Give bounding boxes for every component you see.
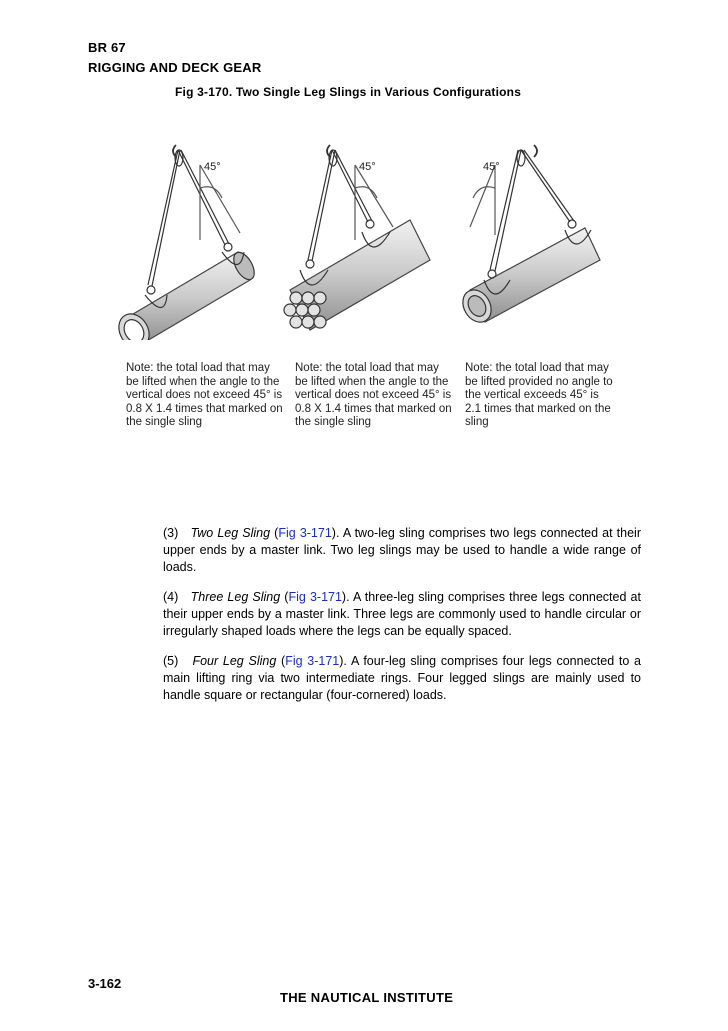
sling-diagram-1	[113, 145, 259, 340]
figure-link[interactable]: Fig 3-171	[285, 654, 340, 668]
paragraph-three-leg-sling: (4) Three Leg Sling (Fig 3-171). A three-leg sling comprises three legs connected at their upper ends by a master link. Three legs are commonly used to handle circular or irregularly shaped loads where the legs can be equally spaced.	[163, 590, 641, 638]
term: Three Leg Sling	[190, 590, 281, 604]
figure-note-3: Note: the total load that may be lifted provided no angle to the vertical exceeds 45° is 2.1 times that marked on the sling	[465, 362, 613, 428]
term: Four Leg Sling	[192, 654, 277, 668]
document-title: RIGGING AND DECK GEAR	[88, 60, 262, 75]
figure-link[interactable]: Fig 3-171	[288, 590, 342, 604]
sling-illustration	[100, 140, 620, 340]
paragraph-four-leg-sling: (5) Four Leg Sling (Fig 3-171). A four-leg sling comprises four legs connected to a main lifting ring via two intermediate rings. Four legged slings are mainly used to handle square or rectangular (four-cornered) loads.	[163, 654, 641, 702]
figure-link[interactable]: Fig 3-171	[278, 526, 332, 540]
page-footer: THE NAUTICAL INSTITUTE	[280, 990, 454, 1005]
angle-label-3: 45°	[483, 161, 500, 173]
document-code: BR 67	[88, 40, 126, 55]
angle-label-1: 45°	[204, 161, 221, 173]
paragraph-two-leg-sling: (3) Two Leg Sling (Fig 3-171). A two-leg sling comprises two legs connected at their upper ends by a master link. Two leg slings may be used to handle a wide range of loads.	[163, 526, 641, 574]
angle-label-2: 45°	[359, 161, 376, 173]
figure-note-2: Note: the total load that may be lifted when the angle to the vertical does not exceed 45° is 0.8 X 1.4 times that marked on the single sling	[295, 362, 452, 428]
figure-caption: Fig 3-170. Two Single Leg Slings in Various Configurations	[175, 85, 522, 99]
page-number: 3-162	[88, 976, 122, 991]
figure-note-1: Note: the total load that may be lifted when the angle to the vertical does not exceed 45° is 0.8 X 1.4 times that marked on the single sling	[126, 362, 283, 428]
sling-diagram-3	[457, 145, 600, 327]
sling-diagram-2	[284, 145, 430, 330]
term: Two Leg Sling	[190, 526, 271, 540]
